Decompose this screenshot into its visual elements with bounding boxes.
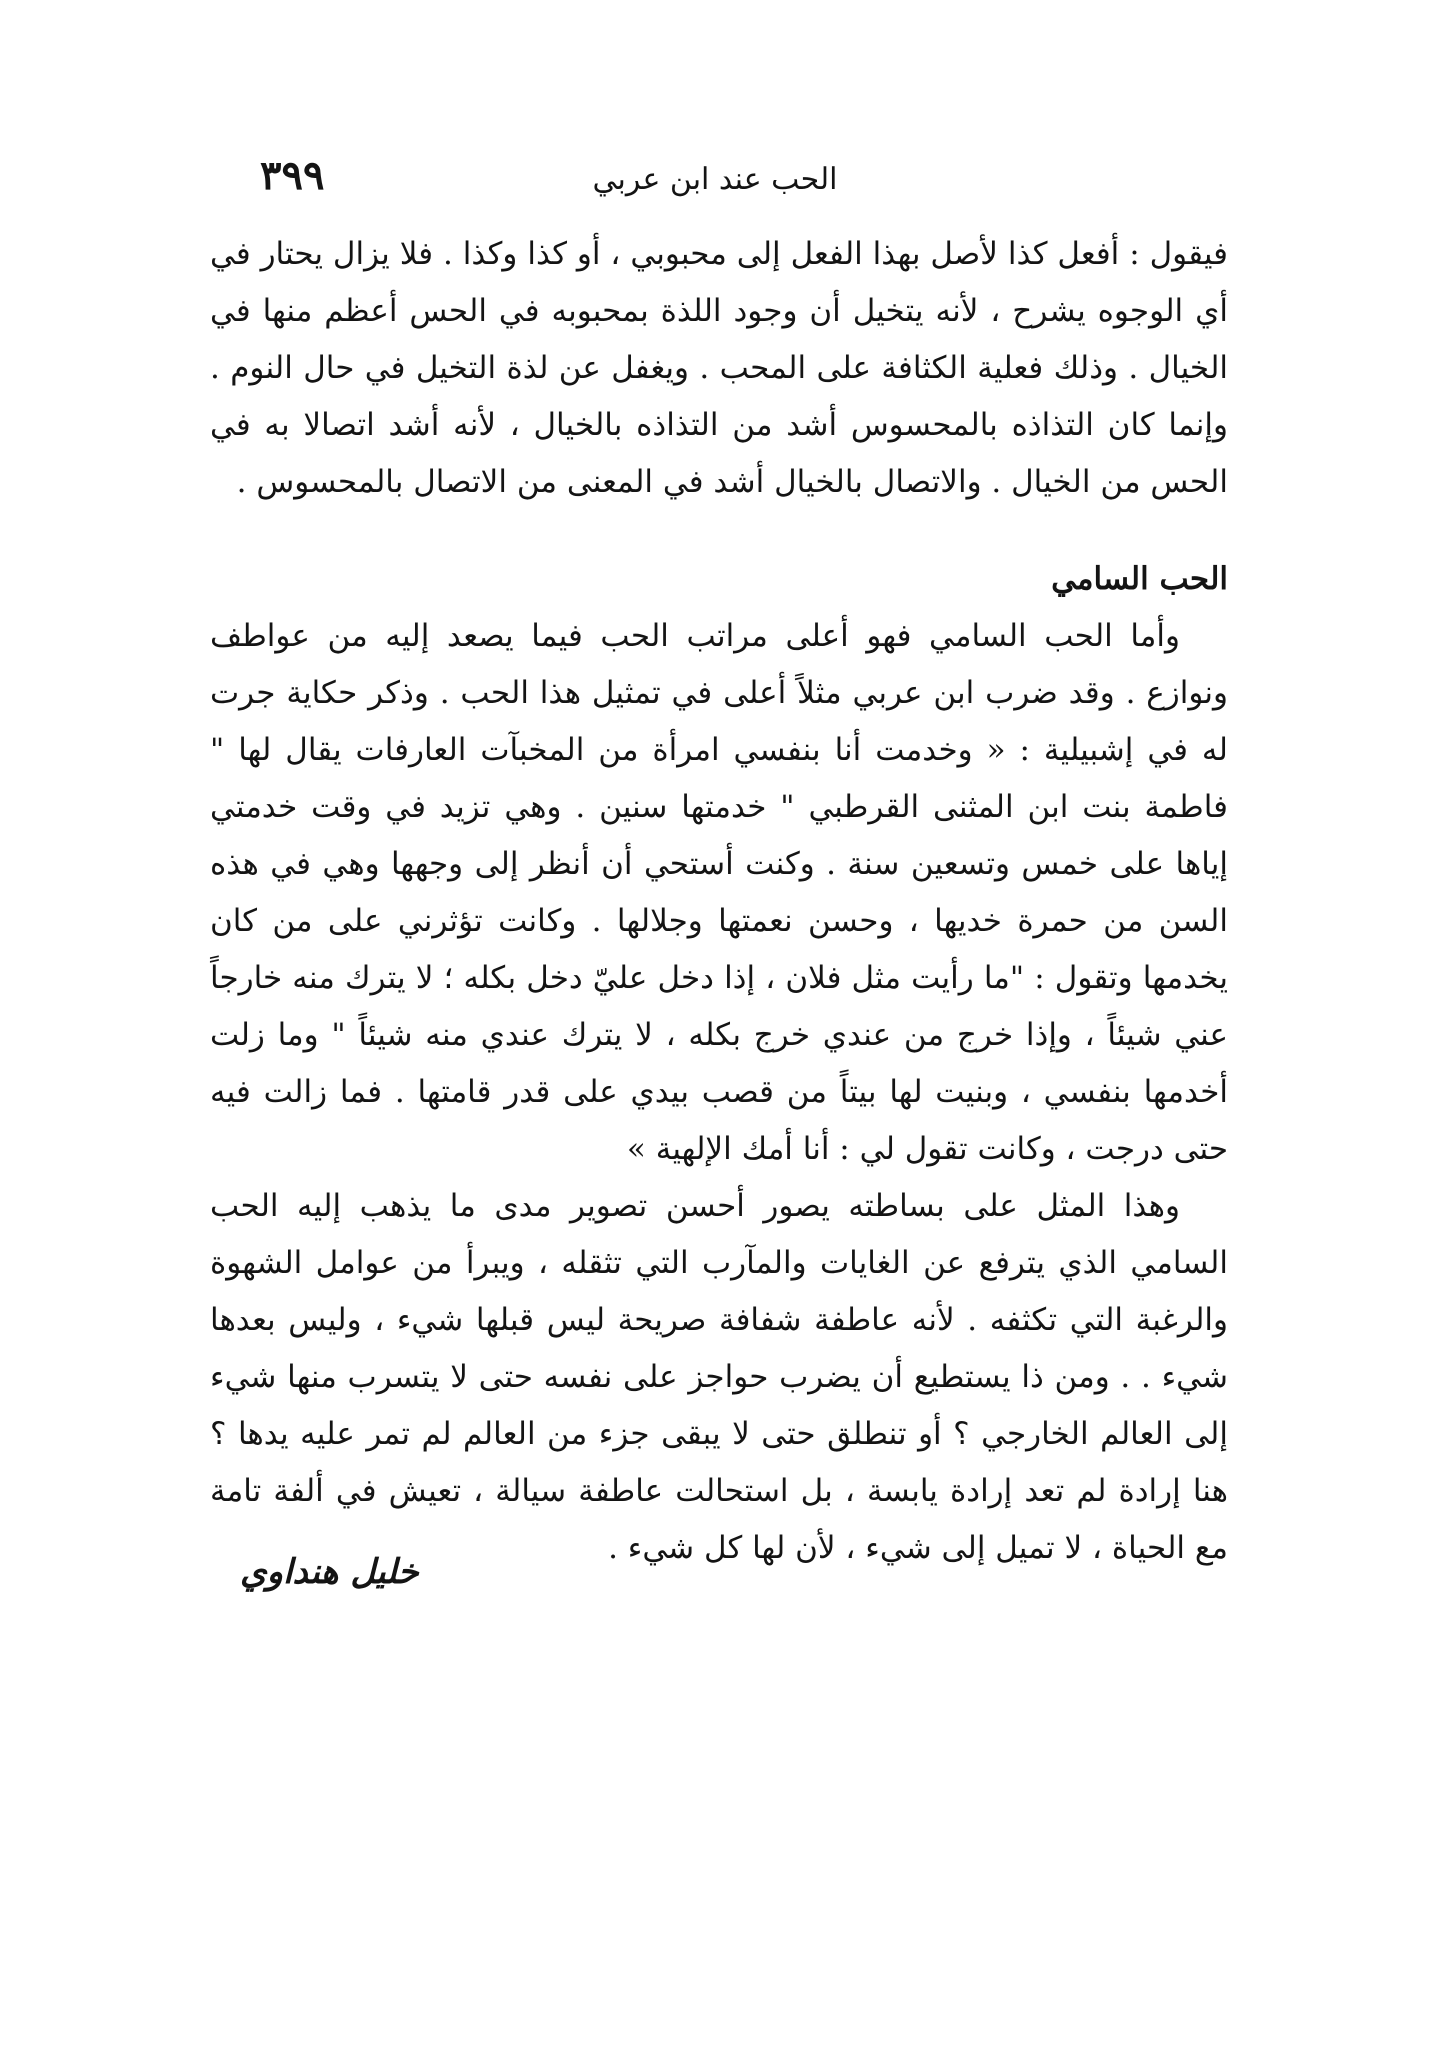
body-text [210, 226, 1228, 1577]
page-number: ٣٩٩ [260, 152, 325, 199]
paragraph: وأما الحب السامي فهو أعلى مراتب الحب فيما يصعد إليه من عواطف ونوازع . وقد ضرب ابن عربي مثلاً أعلى في تمثيل هذا الحب . وذكر حكاية جرت له في إشبيلية : « وخدمت أنا بنفسي امرأة من المخبآت العارفات يقال لها " فاطمة بنت ابن المثنى القرطبي " خدمتها سنين . وهي تزيد في وقت خدمتي إياها على خمس وتسعين سنة . وكنت أستحي أن أنظر إلى وجهها وهي في هذه السن من حمرة خديها ، وحسن نعمتها وجلالها . وكانت تؤثرني على من كان يخدمها وتقول : "ما رأيت مثل فلان ، إذا دخل عليّ دخل بكله ؛ لا يترك منه خارجاً عني شيئاً ، وإذا خرج من عندي خرج بكله ، لا يترك عندي منه شيئاً " وما زلت أخدمها بنفسي ، وبنيت لها بيتاً من قصب بيدي على قدر قامتها . فما زالت فيه حتى درجت ، وكانت تقول لي : أنا أمك الإلهية » [210, 618, 1228, 1167]
paragraph: فيقول : أفعل كذا لأصل بهذا الفعل إلى محبوبي ، أو كذا وكذا . فلا يزال يحتار في أي الوجوه يشرح ، لأنه يتخيل أن وجود اللذة بمحبوبه في الحس أعظم منها في الخيال . وذلك فعلية الكثافة على المحب . ويغفل عن لذة التخيل في حال النوم . وإنما كان التذاذه بالمحسوس أشد من التذاذه بالخيال ، لأنه أشد اتصالا به في الحس من الخيال . والاتصال بالخيال أشد في المعنى من الاتصال بالمحسوس . [210, 236, 1228, 500]
section-heading: الحب السامي [1051, 561, 1228, 597]
author-signature: خليل هنداوي [240, 1552, 419, 1592]
running-header [200, 152, 1230, 212]
paragraph: وهذا المثل على بساطته يصور أحسن تصوير مدى ما يذهب إليه الحب السامي الذي يترفع عن الغايات والمآرب التي تثقله ، ويبرأ من عوامل الشهوة والرغبة التي تكثفه . لأنه عاطفة شفافة صريحة ليس قبلها شيء ، وليس بعدها شيء . . ومن ذا يستطيع أن يضرب حواجز على نفسه حتى لا يتسرب منها شيء إلى العالم الخارجي ؟ أو تنطلق حتى لا يبقى جزء من العالم لم تمر عليه يدها ؟ هنا إرادة لم تعد إرادة يابسة ، بل استحالت عاطفة سيالة ، تعيش في ألفة تامة مع الحياة ، لا تميل إلى شيء ، لأن لها كل شيء . [210, 1188, 1228, 1566]
running-title: الحب عند ابن عربي [592, 162, 838, 197]
